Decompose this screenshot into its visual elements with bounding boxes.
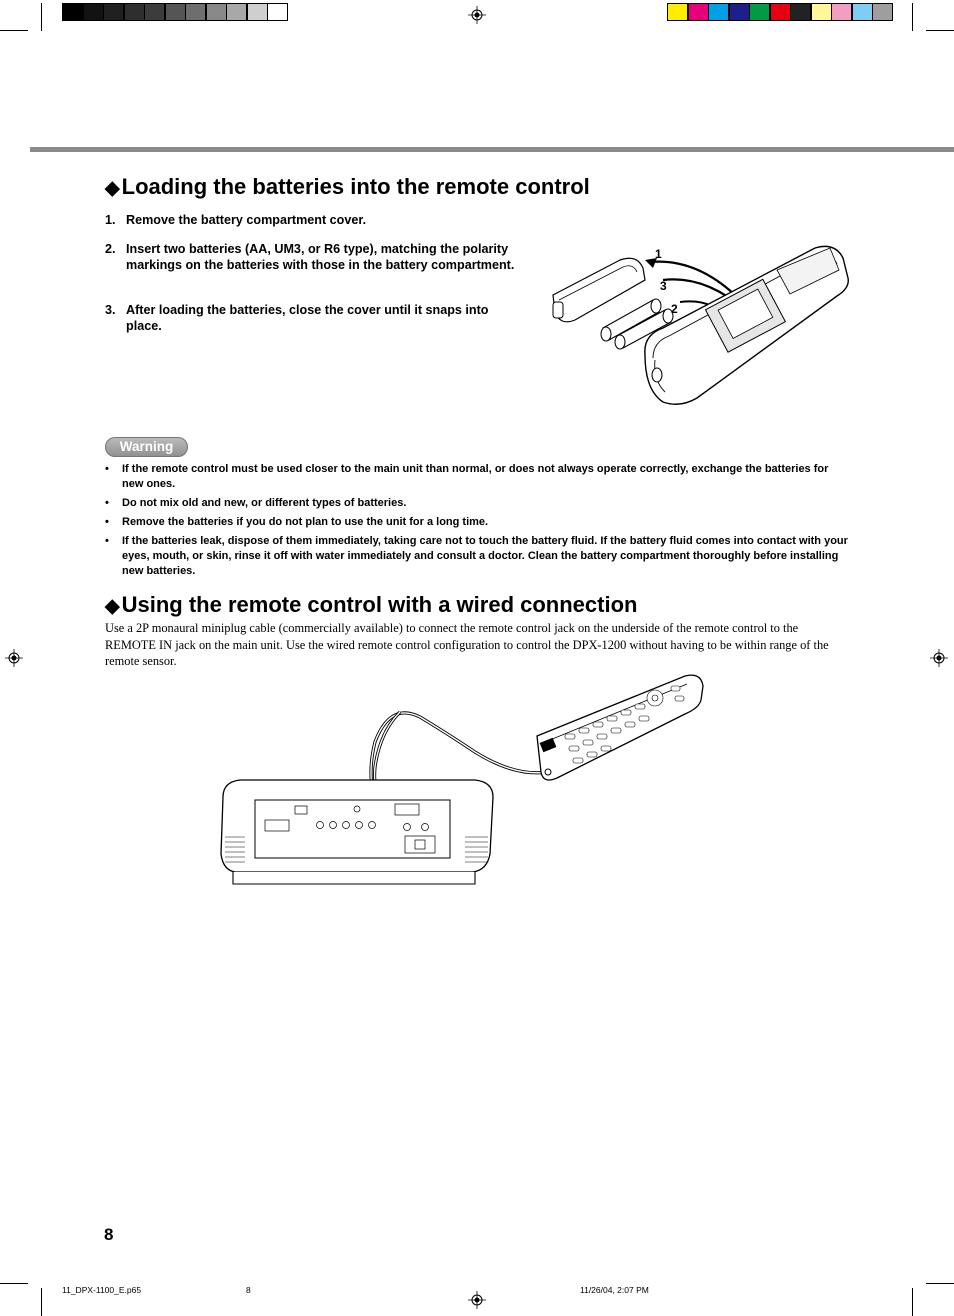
color-swatch <box>811 3 832 21</box>
diagram-label-2: 2 <box>671 302 678 316</box>
gray-swatch <box>267 3 288 21</box>
registration-mark-icon <box>468 6 486 24</box>
footer-filename: 11_DPX-1100_E.p65 <box>62 1285 142 1295</box>
section-title-wired <box>105 592 637 618</box>
warning-badge: Warning <box>105 437 188 457</box>
footer-date: 11/26/04, 2:07 PM <box>580 1285 649 1295</box>
gray-swatch <box>247 3 268 21</box>
color-swatch <box>729 3 750 21</box>
section-title-batteries <box>105 174 590 200</box>
wired-connection-illustration <box>215 672 710 890</box>
step-1 <box>105 212 535 228</box>
registration-mark-icon <box>930 649 948 667</box>
step-text: Remove the battery compartment cover. <box>126 213 367 227</box>
header-rule <box>30 147 954 152</box>
warning-list <box>105 462 850 583</box>
gray-swatch <box>165 3 186 21</box>
section-title-text: Loading the batteries into the remote control <box>121 174 590 199</box>
gray-swatch <box>103 3 124 21</box>
color-swatch <box>667 3 688 21</box>
color-swatch <box>749 3 770 21</box>
gray-swatch <box>83 3 104 21</box>
gray-swatch <box>144 3 165 21</box>
color-swatch <box>852 3 873 21</box>
step-text: After loading the batteries, close the cover until it snaps into place. <box>126 303 489 333</box>
wired-connection-paragraph: Use a 2P monaural miniplug cable (commercially available) to connect the remote control jack on the underside of the remote control to the REMOTE IN jack on the main unit. Use the wired remote control configuration to control the DPX-1200 without having to be within range of the remote sensor. <box>105 621 829 668</box>
gray-swatch <box>62 3 83 21</box>
diamond-icon: ◆ <box>105 178 120 199</box>
registration-mark-icon <box>5 649 23 667</box>
step-2 <box>105 241 535 273</box>
projector-rear <box>221 780 493 884</box>
battery-loading-illustration <box>545 240 855 410</box>
color-swatch <box>688 3 709 21</box>
color-swatch <box>708 3 729 21</box>
diagram-label-1: 1 <box>655 247 662 261</box>
registration-mark-icon <box>468 1291 486 1309</box>
step-3 <box>105 302 515 334</box>
step-number: 3. <box>105 303 116 317</box>
gray-swatch <box>124 3 145 21</box>
step-number: 1. <box>105 213 116 227</box>
color-swatch <box>790 3 811 21</box>
color-swatch <box>831 3 852 21</box>
gray-swatch <box>185 3 206 21</box>
page-number: 8 <box>104 1225 114 1244</box>
remote-control-front <box>537 675 703 780</box>
step-text: Insert two batteries (AA, UM3, or R6 type), matching the polarity markings on the batteries with those in the battery compartment. <box>126 242 515 272</box>
color-swatch <box>872 3 893 21</box>
warning-item: • Remove the batteries if you do not plan to use the unit for a long time. <box>105 515 850 530</box>
gray-swatch <box>206 3 227 21</box>
diagram-label-3: 3 <box>660 279 667 293</box>
footer-page: 8 <box>246 1285 251 1295</box>
warning-item: • Do not mix old and new, or different types of batteries. <box>105 496 850 511</box>
step-number: 2. <box>105 242 116 256</box>
diamond-icon: ◆ <box>105 596 120 617</box>
remote-control-back <box>645 246 848 404</box>
gray-swatch <box>226 3 247 21</box>
section-title-text: Using the remote control with a wired connection <box>121 592 638 617</box>
color-swatch <box>770 3 791 21</box>
warning-item: • If the batteries leak, dispose of them immediately, taking care not to touch the battery fluid. If the battery fluid comes into contact with your eyes, mouth, or skin, rinse it off with water immediately and consult a doctor. Clean the battery compartment thoroughly before installing new batteries. <box>105 534 850 579</box>
warning-item: • If the remote control must be used closer to the main unit than normal, or does not always operate correctly, exchange the batteries for new ones. <box>105 462 850 492</box>
